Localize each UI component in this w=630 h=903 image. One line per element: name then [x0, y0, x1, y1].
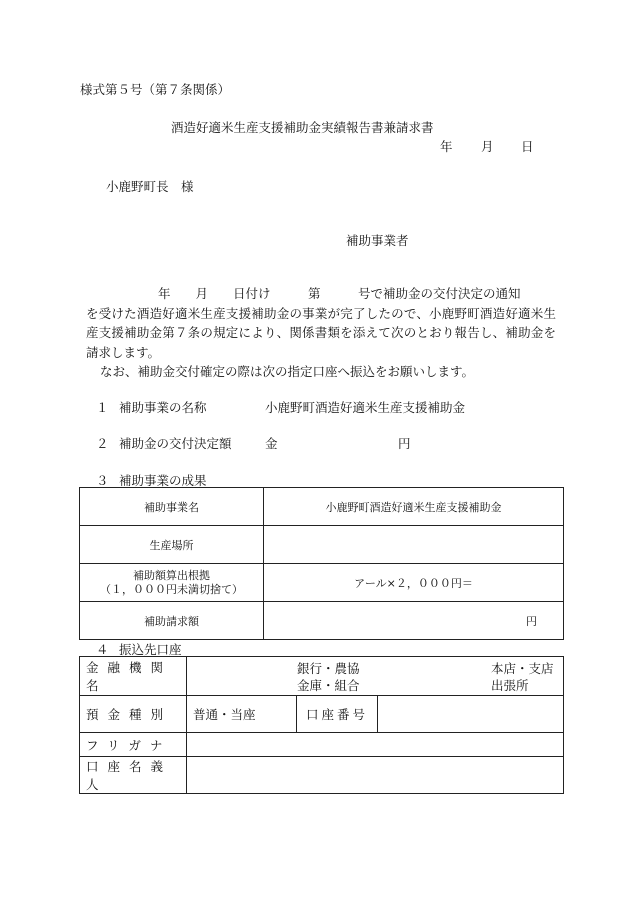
item2-label: 補助金の交付決定額	[119, 436, 232, 451]
applicant-label: 補助事業者	[346, 233, 409, 248]
report-paragraph-first-line: 年 月 日付け 第 号で補助金の交付決定の通知	[158, 286, 521, 301]
date-year-label: 年	[440, 139, 453, 154]
production-location-label: 生産場所	[80, 526, 264, 564]
item2-unit: 円	[398, 436, 411, 451]
item2-currency: 金	[265, 436, 278, 451]
report-paragraph	[86, 284, 556, 382]
project-name-value: 小鹿野町酒造好適米生産支援補助金	[264, 488, 564, 526]
requested-amount-value[interactable]: 円	[264, 602, 564, 640]
item1-number: １	[96, 400, 109, 415]
item4-number: ４	[96, 642, 109, 657]
date-day-label: 日	[521, 139, 534, 154]
item1-value: 小鹿野町酒造好適米生産支援補助金	[265, 400, 466, 415]
addressee: 小鹿野町長 様	[106, 179, 194, 194]
account-holder-value[interactable]	[187, 757, 564, 794]
form-number: 様式第５号（第７条関係）	[80, 82, 231, 97]
calculation-basis-label-line2: （１，０００円未満切捨て）	[100, 582, 243, 596]
calculation-basis-value[interactable]: アール×２，０００円＝	[264, 564, 564, 602]
furigana-value[interactable]	[187, 733, 564, 757]
account-number-label: 口座番号	[297, 696, 378, 733]
deposit-type-options[interactable]: 普通・当座	[187, 696, 297, 733]
bank-types: 銀行・農協 金庫・組合	[297, 661, 360, 693]
table-row	[80, 733, 564, 757]
report-paragraph-rest: を受けた酒造好適米生産支援補助金の事業が完了したので、小鹿野町酒造好適米生産支援補助金第７条の規定により、関係書類を添えて次のとおり報告し、補助金を請求します。	[86, 305, 556, 360]
institution-value[interactable]	[187, 657, 564, 696]
calculation-basis-label-line1: 補助額算出根拠	[133, 568, 210, 582]
transfer-request-paragraph: なお、補助金交付確定の際は次の指定口座へ振込をお願いします。	[100, 364, 475, 379]
requested-amount-label: 補助請求額	[80, 602, 264, 640]
item3-label: 補助事業の成果	[119, 473, 207, 488]
table-row	[80, 757, 564, 794]
institution-label: 金融機関名	[80, 657, 187, 696]
deposit-type-label: 預金種別	[80, 696, 187, 733]
item3-number: ３	[96, 473, 109, 488]
project-name-label: 補助事業名	[80, 488, 264, 526]
item1-label: 補助事業の名称	[119, 400, 207, 415]
item2-number: ２	[96, 436, 109, 451]
results-table	[79, 487, 564, 640]
account-number-value[interactable]	[378, 696, 564, 733]
furigana-label: フリガナ	[80, 733, 187, 757]
item4-label: 振込先口座	[119, 642, 182, 657]
table-row	[80, 564, 564, 602]
production-location-value[interactable]	[264, 526, 564, 564]
date-month-label: 月	[481, 139, 494, 154]
account-holder-label: 口座名義人	[80, 757, 187, 794]
bank-account-table	[79, 656, 564, 794]
table-row	[80, 657, 564, 696]
table-row	[80, 488, 564, 526]
calculation-basis-label	[80, 564, 264, 602]
table-row	[80, 526, 564, 564]
document-title: 酒造好適米生産支援補助金実績報告書兼請求書	[171, 120, 434, 135]
table-row	[80, 602, 564, 640]
branch-types: 本店・支店 出張所	[491, 661, 554, 693]
table-row	[80, 696, 564, 733]
